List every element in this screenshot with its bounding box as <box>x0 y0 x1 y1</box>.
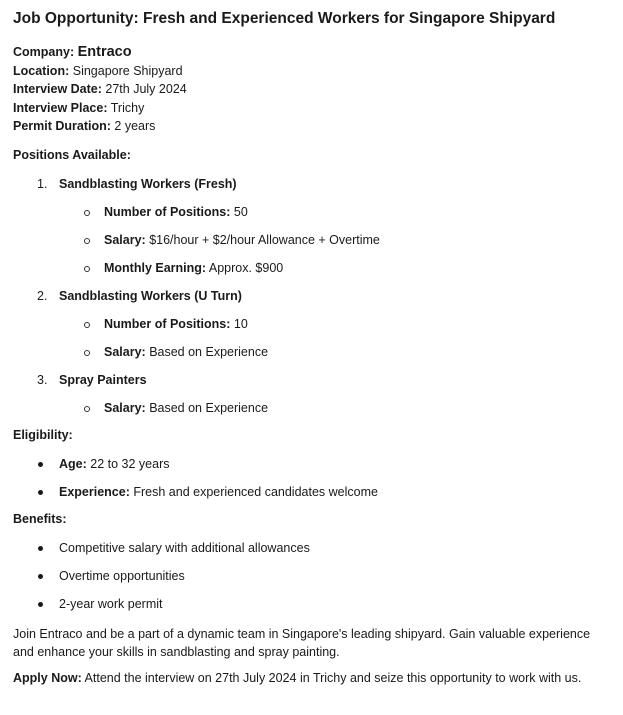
detail-value: Approx. $900 <box>208 260 284 275</box>
position-name: Sandblasting Workers (U Turn) <box>59 288 242 303</box>
detail-label: Salary: <box>104 344 146 359</box>
location-value: Singapore Shipyard <box>72 63 183 78</box>
detail-label: Salary: <box>104 232 146 247</box>
closing-paragraph: Join Entraco and be a part of a dynamic team in Singapore's leading shipyard. Gain valuable experience and enhance your skills in sandblasting and spray painting. <box>13 626 591 659</box>
position-number: 2. <box>37 288 48 303</box>
detail-label: Number of Positions: <box>104 316 231 331</box>
eligibility-heading: Eligibility: <box>13 427 73 442</box>
permit-duration-value: 2 years <box>114 119 156 134</box>
eligibility-value: 22 to 32 years <box>90 456 170 471</box>
eligibility-list <box>13 457 609 502</box>
apply-now-line <box>13 671 609 686</box>
bullet-icon <box>38 602 43 607</box>
interview-place-row <box>13 101 609 120</box>
position-name: Spray Painters <box>59 372 147 387</box>
company-value: Entraco <box>77 43 132 60</box>
interview-place-value: Trichy <box>110 100 145 115</box>
positions-heading: Positions Available: <box>13 147 131 162</box>
list-item <box>13 457 609 474</box>
eligibility-value: Fresh and experienced candidates welcome <box>133 484 378 499</box>
interview-date-label: Interview Date: <box>13 82 102 97</box>
interview-date-row <box>13 82 609 101</box>
hollow-bullet-icon <box>84 322 90 328</box>
position-name: Sandblasting Workers (Fresh) <box>59 176 237 191</box>
apply-now-text: Attend the interview on 27th July 2024 in Trichy and seize this opportunity to work with us. <box>84 670 582 685</box>
detail-value: 10 <box>233 316 248 331</box>
permit-duration-row <box>13 119 609 138</box>
eligibility-label: Experience: <box>59 484 130 499</box>
detail-value: Based on Experience <box>149 344 269 359</box>
detail-value: $16/hour + $2/hour Allowance + Overtime <box>149 232 380 247</box>
bullet-icon <box>38 462 43 467</box>
position-detail <box>13 205 609 222</box>
interview-place-label: Interview Place: <box>13 100 108 115</box>
position-detail <box>13 261 609 278</box>
permit-duration-label: Permit Duration: <box>13 119 111 134</box>
hollow-bullet-icon <box>84 406 90 412</box>
bullet-icon <box>38 490 43 495</box>
list-item <box>13 541 609 558</box>
hollow-bullet-icon <box>84 266 90 272</box>
company-row <box>13 44 609 64</box>
position-detail <box>13 401 609 418</box>
detail-label: Monthly Earning: <box>104 260 207 275</box>
hollow-bullet-icon <box>84 350 90 356</box>
position-detail <box>13 317 609 334</box>
location-label: Location: <box>13 63 70 78</box>
apply-now-label: Apply Now: <box>13 670 82 685</box>
bullet-icon <box>38 546 43 551</box>
position-number: 3. <box>37 372 48 387</box>
hollow-bullet-icon <box>84 210 90 216</box>
position-number: 1. <box>37 176 48 191</box>
benefits-list <box>13 541 609 614</box>
bullet-icon <box>38 574 43 579</box>
position-detail <box>13 345 609 362</box>
location-row <box>13 64 609 83</box>
benefits-heading: Benefits: <box>13 511 67 526</box>
benefit-text: Overtime opportunities <box>59 568 185 583</box>
position-title <box>13 289 609 306</box>
detail-label: Salary: <box>104 400 146 415</box>
hollow-bullet-icon <box>84 238 90 244</box>
position-detail <box>13 233 609 250</box>
benefit-text: 2-year work permit <box>59 596 163 611</box>
list-item <box>13 569 609 586</box>
detail-label: Number of Positions: <box>104 204 231 219</box>
detail-value: Based on Experience <box>149 400 269 415</box>
list-item <box>13 597 609 614</box>
positions-list <box>13 177 609 418</box>
document-title: Job Opportunity: Fresh and Experienced Workers for Singapore Shipyard <box>13 10 556 27</box>
list-item <box>13 485 609 502</box>
eligibility-label: Age: <box>59 456 87 471</box>
detail-value: 50 <box>233 204 248 219</box>
benefit-text: Competitive salary with additional allowances <box>59 540 310 555</box>
interview-date-value: 27th July 2024 <box>105 82 187 97</box>
position-title <box>13 373 609 390</box>
job-meta <box>13 44 609 138</box>
company-label: Company: <box>13 44 75 59</box>
position-title <box>13 177 609 194</box>
